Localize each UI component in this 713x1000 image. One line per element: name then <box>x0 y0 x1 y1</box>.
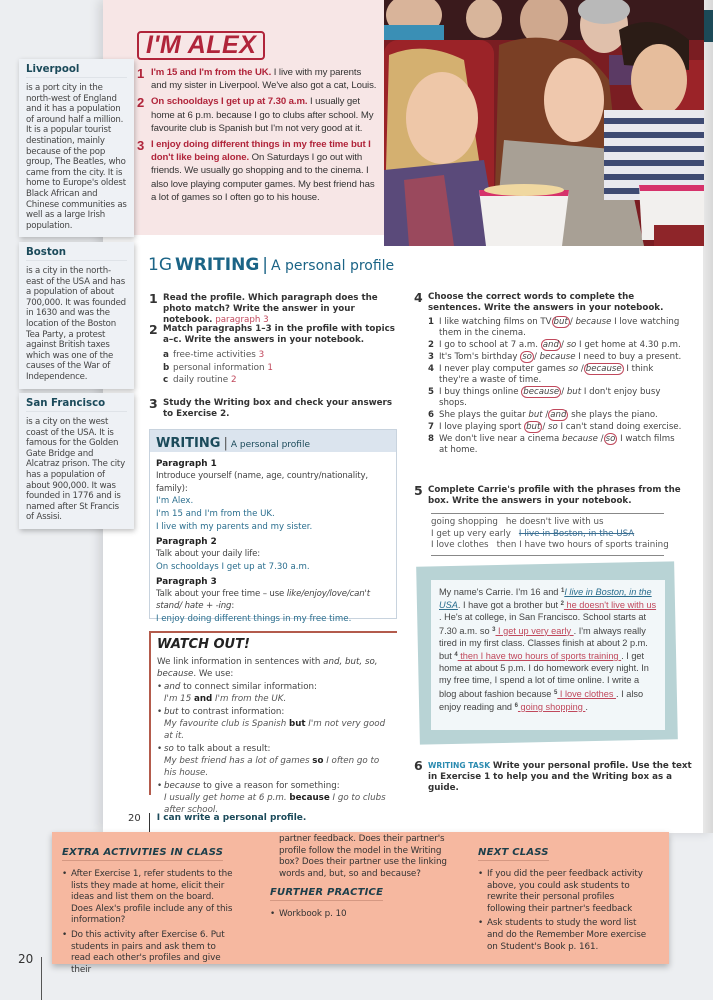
writing-example: I live with my parents and my sister. <box>156 522 313 532</box>
section-heading <box>148 255 394 275</box>
city-description: is a port city in the north-west of England and it has a population of around half a million. It is a popular tourist destination, mainly because of the pop group, The Beatles, who came from the city. It is home to Europe's oldest Black African and Chinese communities as well as a large Irish population. <box>26 83 127 231</box>
city-description: is a city in the north-east of the USA and has a population of about 700,000. It was founded in 1630 and was the location of the Boston Tea Party, a protest against British taxes which was one of the causes of the War of Independence. <box>26 266 126 382</box>
cinema-photo <box>384 0 704 246</box>
further-practice-heading: FURTHER PRACTICE <box>270 887 383 901</box>
writing-box <box>149 429 397 624</box>
writing-prompt: Talk about your free time – use like/enjoy/love/can't stand/ hate + -ing: <box>156 588 370 611</box>
extra-activities-column <box>62 840 237 979</box>
photo-edge-tab <box>704 10 713 42</box>
writing-prompt: Introduce yourself (name, age, country/nationality, family): <box>156 471 369 494</box>
note-continued: partner feedback. Does their partner's profile follow the model in the Writing box? Does their partner use the linking words and, but, so and because? <box>279 834 447 879</box>
teacher-notes-panel <box>52 832 669 975</box>
note-item: • Do this activity after Exercise 6. Put students in pairs and ask them to read each other's profiles and give their <box>62 929 225 975</box>
match-item: b personal information 1 <box>163 362 273 373</box>
choice-sentence: 6 She plays the guitar but / and she plays the piano. <box>428 410 658 420</box>
profile-paragraphs <box>137 66 377 207</box>
paragraph-number: 2 <box>137 95 145 111</box>
watch-out-item: • and to connect similar information: I'm 15 and I'm from the UK. <box>157 682 317 704</box>
exercise-instruction: Write your personal profile. Use the text in Exercise 1 to help you and the Writing box as a guide. <box>428 761 692 793</box>
watch-out-title: WATCH OUT! <box>157 637 250 652</box>
heading-divider: | <box>262 255 269 275</box>
exercise-number: 1 <box>149 291 158 306</box>
lesson-label: WRITING <box>175 255 260 275</box>
city-description: is a city on the west coast of the USA. It is famous for the Golden Gate Bridge and Alcatraz prison. The city has a population of about 900,000. It was founded in 1776 and is named after St Francis of Assisi. <box>26 417 125 523</box>
writing-example: I'm 15 and I'm from the UK. <box>156 509 275 519</box>
exercise-instruction: Complete Carrie's profile with the phrases from the box. Write the answers in your notebook. <box>428 485 681 506</box>
city-name: Boston <box>26 247 127 261</box>
match-item: a free-time activities 3 <box>163 350 265 360</box>
extra-activities-continued <box>270 834 450 924</box>
city-name: San Francisco <box>26 398 127 412</box>
watch-out-item: • but to contrast information: My favourite club is Spanish but I'm not very good at it. <box>157 707 386 741</box>
exercise-6 <box>414 760 694 794</box>
exercise-answer: paragraph 3 <box>215 315 269 325</box>
teacher-page-number: 20 <box>18 952 34 966</box>
note-item: • If you did the peer feedback activity above, you could ask students to rewrite their personal profiles following their partner's feedback <box>478 869 643 914</box>
city-box-liverpool <box>19 59 134 237</box>
exercise-instruction: Study the Writing box and check your answers to Exercise 2. <box>163 398 393 419</box>
exercise-instruction: Choose the correct words to complete the sentences. Write the answers in your notebook. <box>428 292 664 313</box>
phrase-row: I get up very early I live in Boston, in the USA <box>431 528 635 539</box>
watch-out-box <box>149 631 397 815</box>
profile-title: I'M ALEX <box>146 31 257 59</box>
exercise-number: 2 <box>149 322 158 337</box>
city-box-boston <box>19 242 134 389</box>
profile-paragraph <box>137 138 377 204</box>
page-footer <box>128 804 306 832</box>
phrase-row: I love clothes then I have two hours of sports training <box>431 540 669 550</box>
carrie-profile <box>431 580 665 730</box>
exercise-4 <box>414 292 684 457</box>
paragraph-text: On schooldays I get up at 7.30 a.m. I usually get home at 6 p.m. because I go to clubs after school. My favourite club is Spanish but I'm not very good at it. <box>151 96 374 134</box>
exercise-instruction: Match paragraphs 1–3 in the profile with topics a–c. Write the answers in your notebook. <box>163 324 395 345</box>
choice-sentence: 1 I like watching films on TV but / because I love watching them in the cinema. <box>428 317 680 338</box>
profile-paragraph <box>137 95 377 135</box>
profile-paragraph <box>137 66 377 92</box>
exercise-5 <box>414 485 684 507</box>
choice-sentence: 8 We don't live near a cinema because / so I watch films at home. <box>428 434 675 455</box>
carrie-profile-text: My name's Carrie. I'm 16 and $^1$I live in Boston, in the USA. I have got a brother but $^2$ he doesn't live with us . He's at college, in San Francisco. School starts at 7.30 a.m. so $^3$ I get up very early . I'm always really tired in my first class. Classes finish at about 2 p.m. but $^4$ then I have two hours of sports training . I get home at about 5 p.m. I do homework every night. In my free time, I spend a lot of time online. I write a blog about fashion because $^5$ I love clothes . I also enjoy reading and $^6$ going shopping . <box>439 587 657 712</box>
extra-activities-heading: EXTRA ACTIVITIES IN CLASS <box>62 847 223 861</box>
exercise-number: 6 <box>414 758 423 773</box>
exercise-3 <box>149 398 399 420</box>
writing-paragraph-title: Paragraph 1 <box>156 459 217 469</box>
next-class-heading: NEXT CLASS <box>478 847 549 861</box>
paragraph-number: 3 <box>137 138 145 154</box>
exercise-number: 5 <box>414 483 423 498</box>
city-name: Liverpool <box>26 64 127 78</box>
watch-out-intro: We link information in sentences with and, but, so, because. We use: <box>157 657 378 679</box>
exercise-number: 4 <box>414 290 423 305</box>
paragraph-number: 1 <box>137 66 145 81</box>
photo-illustration <box>384 0 704 246</box>
paragraph-text: I enjoy doing different things in my free time but I don't like being alone. On Saturdays I go out with friends. We usually go shopping and to the cinema. I also love playing computer games. My best friend has a lot of games so I often go to his house. <box>151 139 375 203</box>
next-class-column <box>478 840 653 956</box>
exercise-1 <box>149 293 399 326</box>
choice-sentence: 4 I never play computer games so / because I think they're a waste of time. <box>428 364 654 385</box>
city-box-san-francisco <box>19 393 134 529</box>
choice-sentence: 2 I go to school at 7 a.m. and / so I get home at 4.30 p.m. <box>428 340 681 350</box>
writing-example: I'm Alex. <box>156 496 194 506</box>
choice-sentence: 7 I love playing sport but / so I can't stand doing exercise. <box>428 422 682 432</box>
note-item: • Ask students to study the word list and do the Remember More exercise on Student's Book p. 161. <box>478 918 647 952</box>
watch-out-item: • so to talk about a result: My best friend has a lot of games so I often go to his house. <box>157 744 380 778</box>
note-item: • Workbook p. 10 <box>270 909 347 920</box>
phrase-box <box>431 513 669 556</box>
exercise-2 <box>149 324 399 387</box>
match-item: c daily routine 2 <box>163 375 237 385</box>
page-edge <box>703 0 713 833</box>
writing-task-label: WRITING TASK <box>428 761 491 770</box>
writing-paragraph-title: Paragraph 3 <box>156 576 217 587</box>
profile-title-box <box>137 31 265 60</box>
writing-example: On schooldays I get up at 7.30 a.m. <box>156 561 310 572</box>
writing-example: I enjoy doing different things in my free time. <box>156 613 352 624</box>
page-number: 20 <box>128 812 141 824</box>
writing-prompt: Talk about your daily life: <box>156 549 261 559</box>
lesson-subtitle: A personal profile <box>271 258 395 274</box>
choice-sentence: 5 I buy things online because / but I don't enjoy busy shops. <box>428 387 661 408</box>
watch-out-item: • because to give a reason for something: I usually get home at 6 p.m. because I go to clubs after school. <box>157 781 386 815</box>
choice-sentence: 3 It's Tom's birthday so / because I need to buy a present. <box>428 352 682 362</box>
writing-paragraph-title: Paragraph 2 <box>156 537 217 547</box>
exercise-number: 3 <box>149 396 158 411</box>
exercise-instruction: Read the profile. Which paragraph does the photo match? Write the answer in your notebook. <box>163 293 378 325</box>
paragraph-text: I'm 15 and I'm from the UK. I live with my parents and my sister in Liverpool. We've also got a cat, Louis. <box>151 67 377 92</box>
note-item: • After Exercise 1, refer students to the lists they made at home, elicit their ideas and list them on the board. Does Alex's profile include any of this information? <box>62 869 233 926</box>
phrase-row: going shopping he doesn't live with us <box>431 517 604 527</box>
lesson-code: 1G <box>148 255 172 275</box>
writing-box-header: WRITING | A personal profile <box>150 430 396 452</box>
can-do-statement: I can write a personal profile. <box>156 813 307 823</box>
page-number-divider <box>41 957 42 1000</box>
